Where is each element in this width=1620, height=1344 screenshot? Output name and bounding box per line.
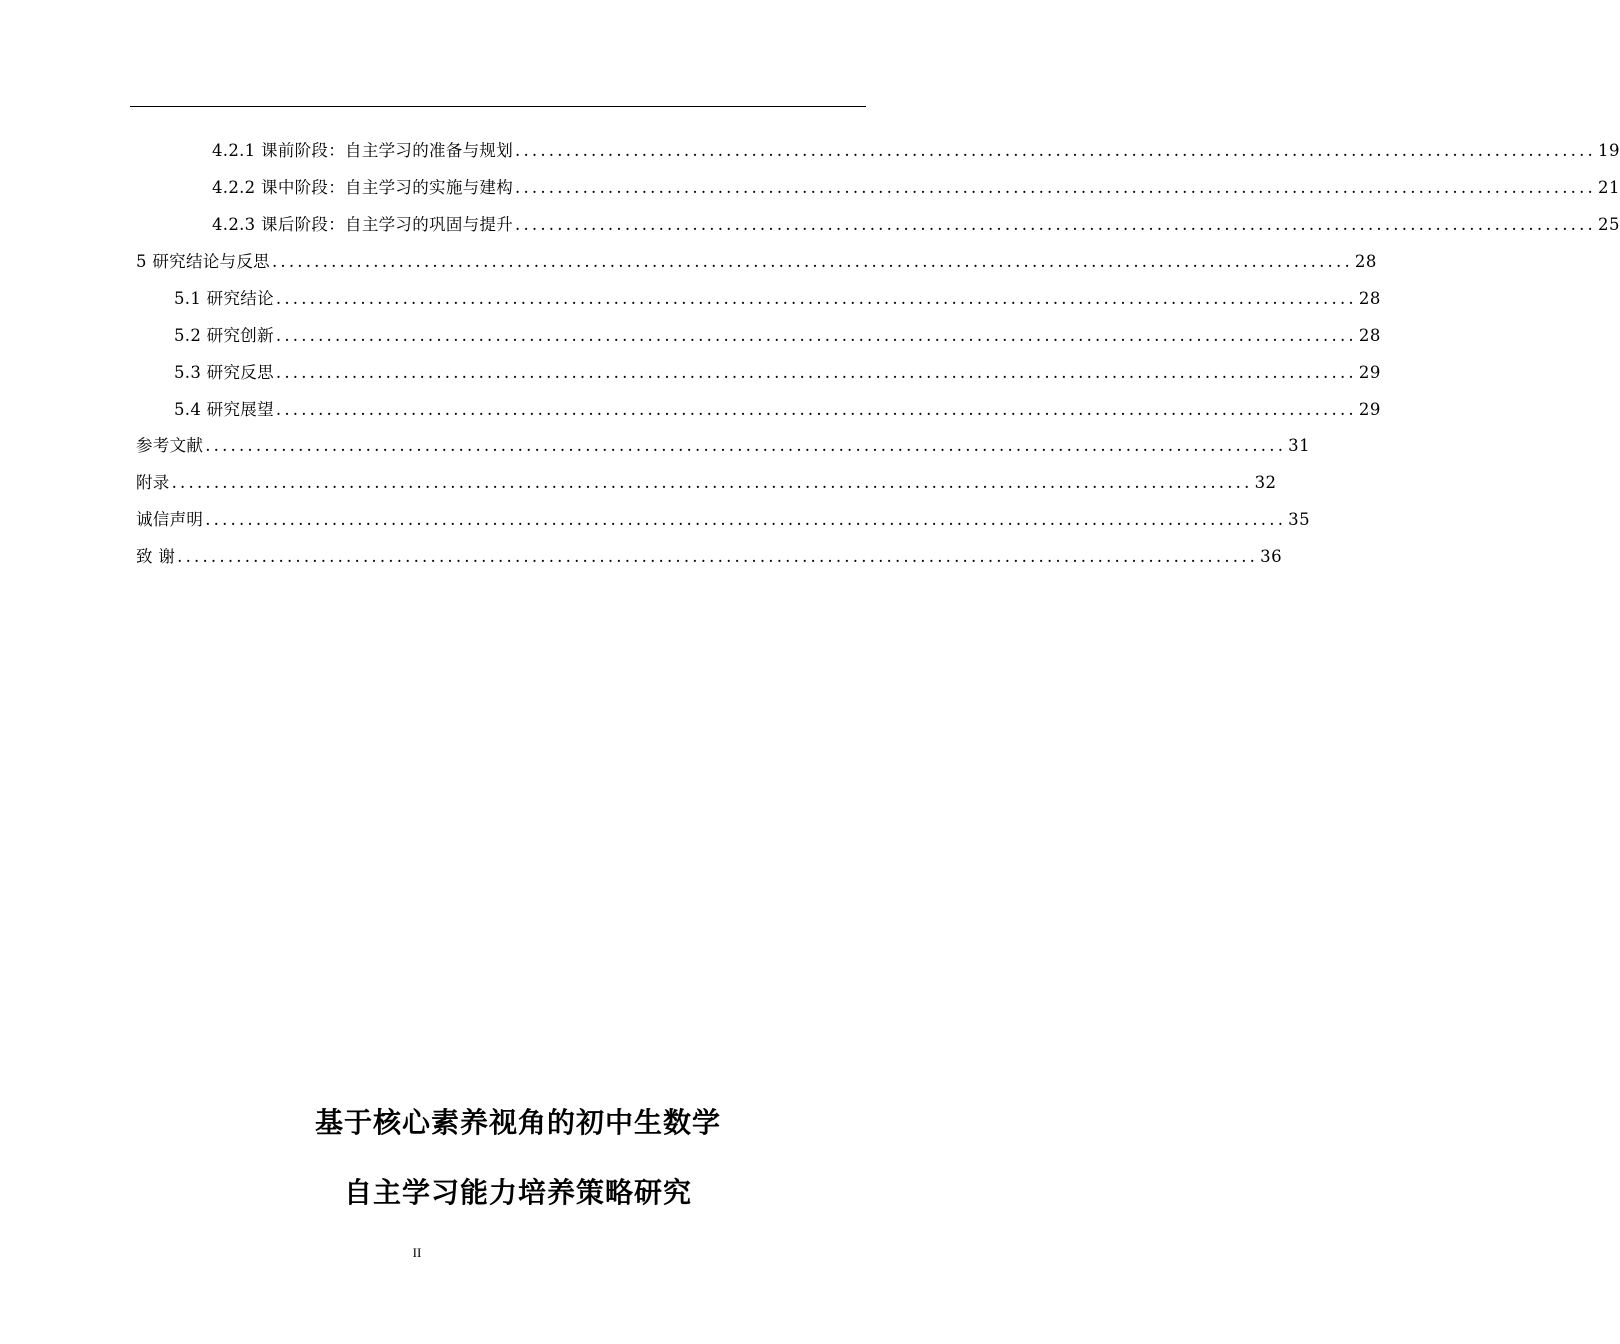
toc-entry-5-3[interactable]	[174, 361, 1381, 385]
toc-entry-page: 25	[1597, 215, 1620, 234]
toc-entry-title: 4.2.2 课中阶段：自主学习的实施与建构	[212, 178, 514, 197]
toc-dot-leader: ................................................................................................................................	[515, 141, 1596, 160]
toc-entry-5[interactable]	[136, 250, 1377, 274]
toc-entry-title: 附录	[136, 473, 170, 492]
toc-entry-appendix[interactable]	[136, 471, 1277, 495]
toc-dot-leader: ................................................................................................................................	[177, 547, 1259, 566]
toc-entry-title: 5 研究结论与反思	[136, 252, 270, 271]
toc-entry-5-2[interactable]	[174, 324, 1381, 348]
toc-entry-4-2-2[interactable]	[212, 176, 1620, 200]
toc-entry-title: 5.2 研究创新	[174, 326, 274, 345]
toc-entry-references[interactable]	[136, 434, 1311, 458]
toc-entry-title: 4.2.3 课后阶段：自主学习的巩固与提升	[212, 215, 514, 234]
toc-dot-leader: ................................................................................................................................	[275, 363, 1357, 382]
toc-entry-5-4[interactable]	[174, 398, 1381, 422]
toc-entry-title: 5.1 研究结论	[174, 289, 274, 308]
toc-entry-title: 诚信声明	[136, 510, 204, 529]
toc-dot-leader: ................................................................................................................................	[205, 436, 1287, 455]
toc-dot-leader: ................................................................................................................................	[515, 215, 1596, 234]
toc-dot-leader: ................................................................................................................................	[271, 252, 1353, 271]
toc-dot-leader: ................................................................................................................................	[171, 473, 1253, 492]
toc-entry-page: 28	[1358, 326, 1381, 345]
toc-entry-4-2-3[interactable]	[212, 213, 1620, 237]
toc-entry-page: 31	[1288, 436, 1311, 455]
thesis-title-line-2: 自主学习能力培养策略研究	[343, 1176, 692, 1209]
toc-dot-leader: ................................................................................................................................	[205, 510, 1287, 529]
toc-entry-integrity-statement[interactable]	[136, 508, 1311, 532]
toc-entry-page: 28	[1354, 252, 1377, 271]
toc-entry-page: 28	[1358, 289, 1381, 308]
toc-entry-title: 5.3 研究反思	[174, 363, 274, 382]
toc-dot-leader: ................................................................................................................................	[275, 400, 1357, 419]
toc-dot-leader: ................................................................................................................................	[275, 289, 1357, 308]
toc-entry-page: 36	[1260, 547, 1283, 566]
toc-entry-title: 致 谢	[136, 547, 176, 566]
toc-entry-title: 4.2.1 课前阶段：自主学习的准备与规划	[212, 141, 514, 160]
thesis-title-line-1: 基于核心素养视角的初中生数学	[314, 1106, 721, 1139]
toc-entry-5-1[interactable]	[174, 287, 1381, 311]
toc-entry-page: 32	[1254, 473, 1277, 492]
toc-entry-acknowledgements[interactable]	[136, 545, 1283, 569]
toc-entry-4-2-1[interactable]	[212, 139, 1620, 163]
toc-dot-leader: ................................................................................................................................	[515, 178, 1596, 197]
toc-entry-title: 5.4 研究展望	[174, 400, 274, 419]
toc-entry-page: 21	[1597, 178, 1620, 197]
toc-entry-page: 35	[1288, 510, 1311, 529]
toc-entry-page: 29	[1358, 400, 1381, 419]
header-rule	[130, 106, 866, 107]
page-number: II	[412, 1245, 422, 1260]
toc-entry-page: 19	[1597, 141, 1620, 160]
toc-entry-title: 参考文献	[136, 436, 204, 455]
toc-dot-leader: ................................................................................................................................	[275, 326, 1357, 345]
toc-entry-page: 29	[1358, 363, 1381, 382]
